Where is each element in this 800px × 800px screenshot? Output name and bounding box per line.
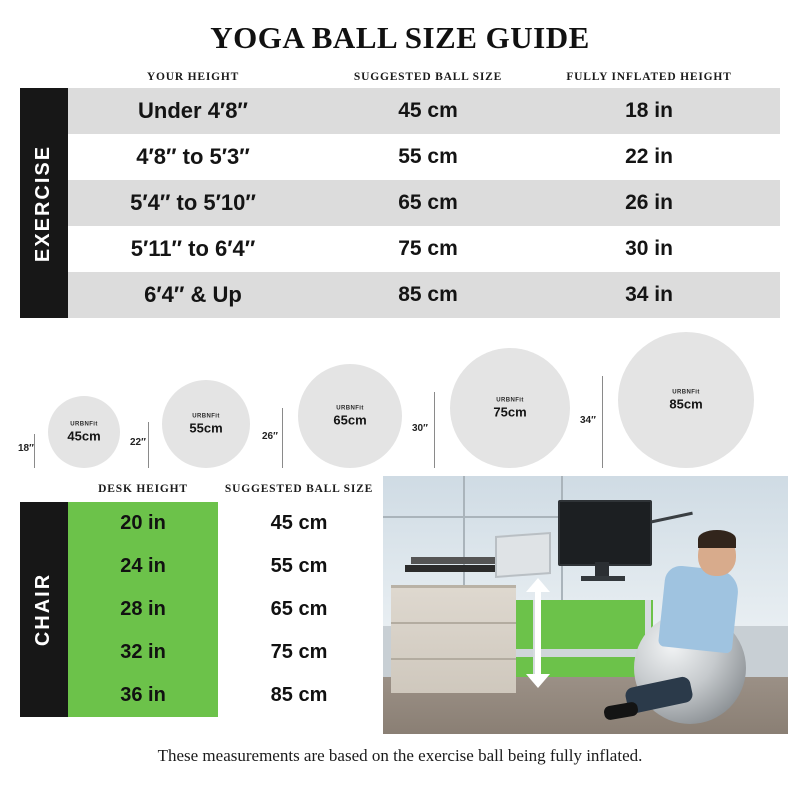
photo-books xyxy=(405,565,500,572)
chair-section xyxy=(0,476,800,734)
ball-group-45 xyxy=(18,396,120,468)
photo-monitor xyxy=(558,500,652,566)
table-row xyxy=(68,272,780,318)
table-row xyxy=(68,226,780,272)
table-row xyxy=(68,674,380,717)
cell-ball: 85 cm xyxy=(398,283,458,306)
measure-tick xyxy=(434,392,435,468)
ball-size-75: 75cm xyxy=(493,404,527,420)
chair-section-label-text: CHAIR xyxy=(32,572,55,647)
ball-dim-55: 22″ xyxy=(130,437,146,448)
cell-inflated: 34 in xyxy=(625,283,673,306)
chair-section-label xyxy=(20,502,68,717)
table-row xyxy=(68,502,380,545)
cell-height: 6′4″ & Up xyxy=(144,282,242,307)
ball-brand: URBNFit xyxy=(70,421,98,428)
ball-75 xyxy=(450,348,570,468)
cabinet-seam xyxy=(391,658,516,660)
ball-group-85 xyxy=(580,332,754,468)
ball-size-55: 55cm xyxy=(189,420,223,436)
exercise-section xyxy=(0,66,800,318)
exercise-section-label-text: EXERCISE xyxy=(32,144,55,262)
office-photo xyxy=(383,476,788,734)
table-row xyxy=(68,631,380,674)
table-row xyxy=(68,180,780,226)
chair-header-desk: DESK HEIGHT xyxy=(98,483,188,495)
table-row xyxy=(68,545,380,588)
ball-size-85: 85cm xyxy=(669,396,703,412)
cell-ball-size: 75 cm xyxy=(270,641,328,663)
exercise-rows xyxy=(68,88,780,318)
cell-height: 4′8″ to 5′3″ xyxy=(136,144,250,169)
cell-desk-height: 36 in xyxy=(68,674,218,717)
page-title: YOGA BALL SIZE GUIDE xyxy=(210,20,590,55)
cell-ball: 65 cm xyxy=(398,191,458,214)
ball-65 xyxy=(298,364,402,468)
ball-dim-85: 34″ xyxy=(580,415,596,426)
cell-height: Under 4′8″ xyxy=(138,98,248,123)
exercise-header-inflated: FULLY INFLATED HEIGHT xyxy=(566,71,732,83)
exercise-header-height: YOUR HEIGHT xyxy=(146,71,240,83)
height-arrow-icon xyxy=(535,590,541,676)
cell-ball-size: 65 cm xyxy=(270,598,328,620)
cell-ball-size: 85 cm xyxy=(270,684,328,706)
table-row xyxy=(68,134,780,180)
cell-height: 5′4″ to 5′10″ xyxy=(130,190,256,215)
ball-dim-75: 30″ xyxy=(412,423,428,434)
photo-books xyxy=(411,557,495,564)
footnote: These measurements are based on the exercise ball being fully inflated. xyxy=(157,746,643,765)
cell-ball-size: 55 cm xyxy=(270,555,328,577)
cabinet-seam xyxy=(391,622,516,624)
cell-ball: 45 cm xyxy=(398,99,458,122)
ball-dim-65: 26″ xyxy=(262,431,278,442)
chair-table xyxy=(20,476,380,734)
ball-group-75 xyxy=(412,348,570,468)
ball-brand: URBNFit xyxy=(672,389,700,396)
ball-brand: URBNFit xyxy=(496,397,524,404)
measure-tick xyxy=(148,422,149,468)
ball-group-55 xyxy=(130,380,250,468)
exercise-table-header xyxy=(20,66,780,88)
ball-size-45: 45cm xyxy=(67,428,101,444)
ball-55 xyxy=(162,380,250,468)
cell-height: 5′11″ to 6′4″ xyxy=(130,236,256,261)
cell-desk-height: 28 in xyxy=(68,588,218,631)
cell-inflated: 18 in xyxy=(625,99,673,122)
measure-tick xyxy=(282,408,283,468)
cell-ball-size: 45 cm xyxy=(270,512,328,534)
table-row xyxy=(68,588,380,631)
measure-tick xyxy=(34,434,35,468)
cell-inflated: 22 in xyxy=(625,145,673,168)
photo-green-panel xyxy=(503,600,653,677)
cell-desk-height: 24 in xyxy=(68,545,218,588)
photo-person-hair xyxy=(698,530,736,548)
cell-ball: 55 cm xyxy=(398,145,458,168)
ball-45 xyxy=(48,396,120,468)
measure-tick xyxy=(602,376,603,468)
photo-monitor-base xyxy=(581,576,625,581)
cell-ball: 75 cm xyxy=(398,237,458,260)
chair-rows xyxy=(68,502,380,717)
cell-inflated: 30 in xyxy=(625,237,673,260)
photo-laptop xyxy=(495,532,551,578)
cell-desk-height: 32 in xyxy=(68,631,218,674)
ball-85 xyxy=(618,332,754,468)
table-row xyxy=(68,88,780,134)
cell-desk-height: 20 in xyxy=(68,502,218,545)
ball-size-65: 65cm xyxy=(333,412,367,428)
chair-header-ball: SUGGESTED BALL SIZE xyxy=(224,483,374,495)
chair-table-header xyxy=(20,476,380,502)
exercise-section-label xyxy=(20,88,68,318)
photo-cabinet xyxy=(391,585,516,693)
ball-dim-45: 18″ xyxy=(18,443,34,454)
ball-group-65 xyxy=(262,364,402,468)
ball-brand: URBNFit xyxy=(336,405,364,412)
photo-person-torso xyxy=(658,564,740,653)
cell-inflated: 26 in xyxy=(625,191,673,214)
ball-brand: URBNFit xyxy=(192,413,220,420)
exercise-header-ball: SUGGESTED BALL SIZE xyxy=(353,71,503,83)
ball-size-diagram xyxy=(0,324,800,474)
